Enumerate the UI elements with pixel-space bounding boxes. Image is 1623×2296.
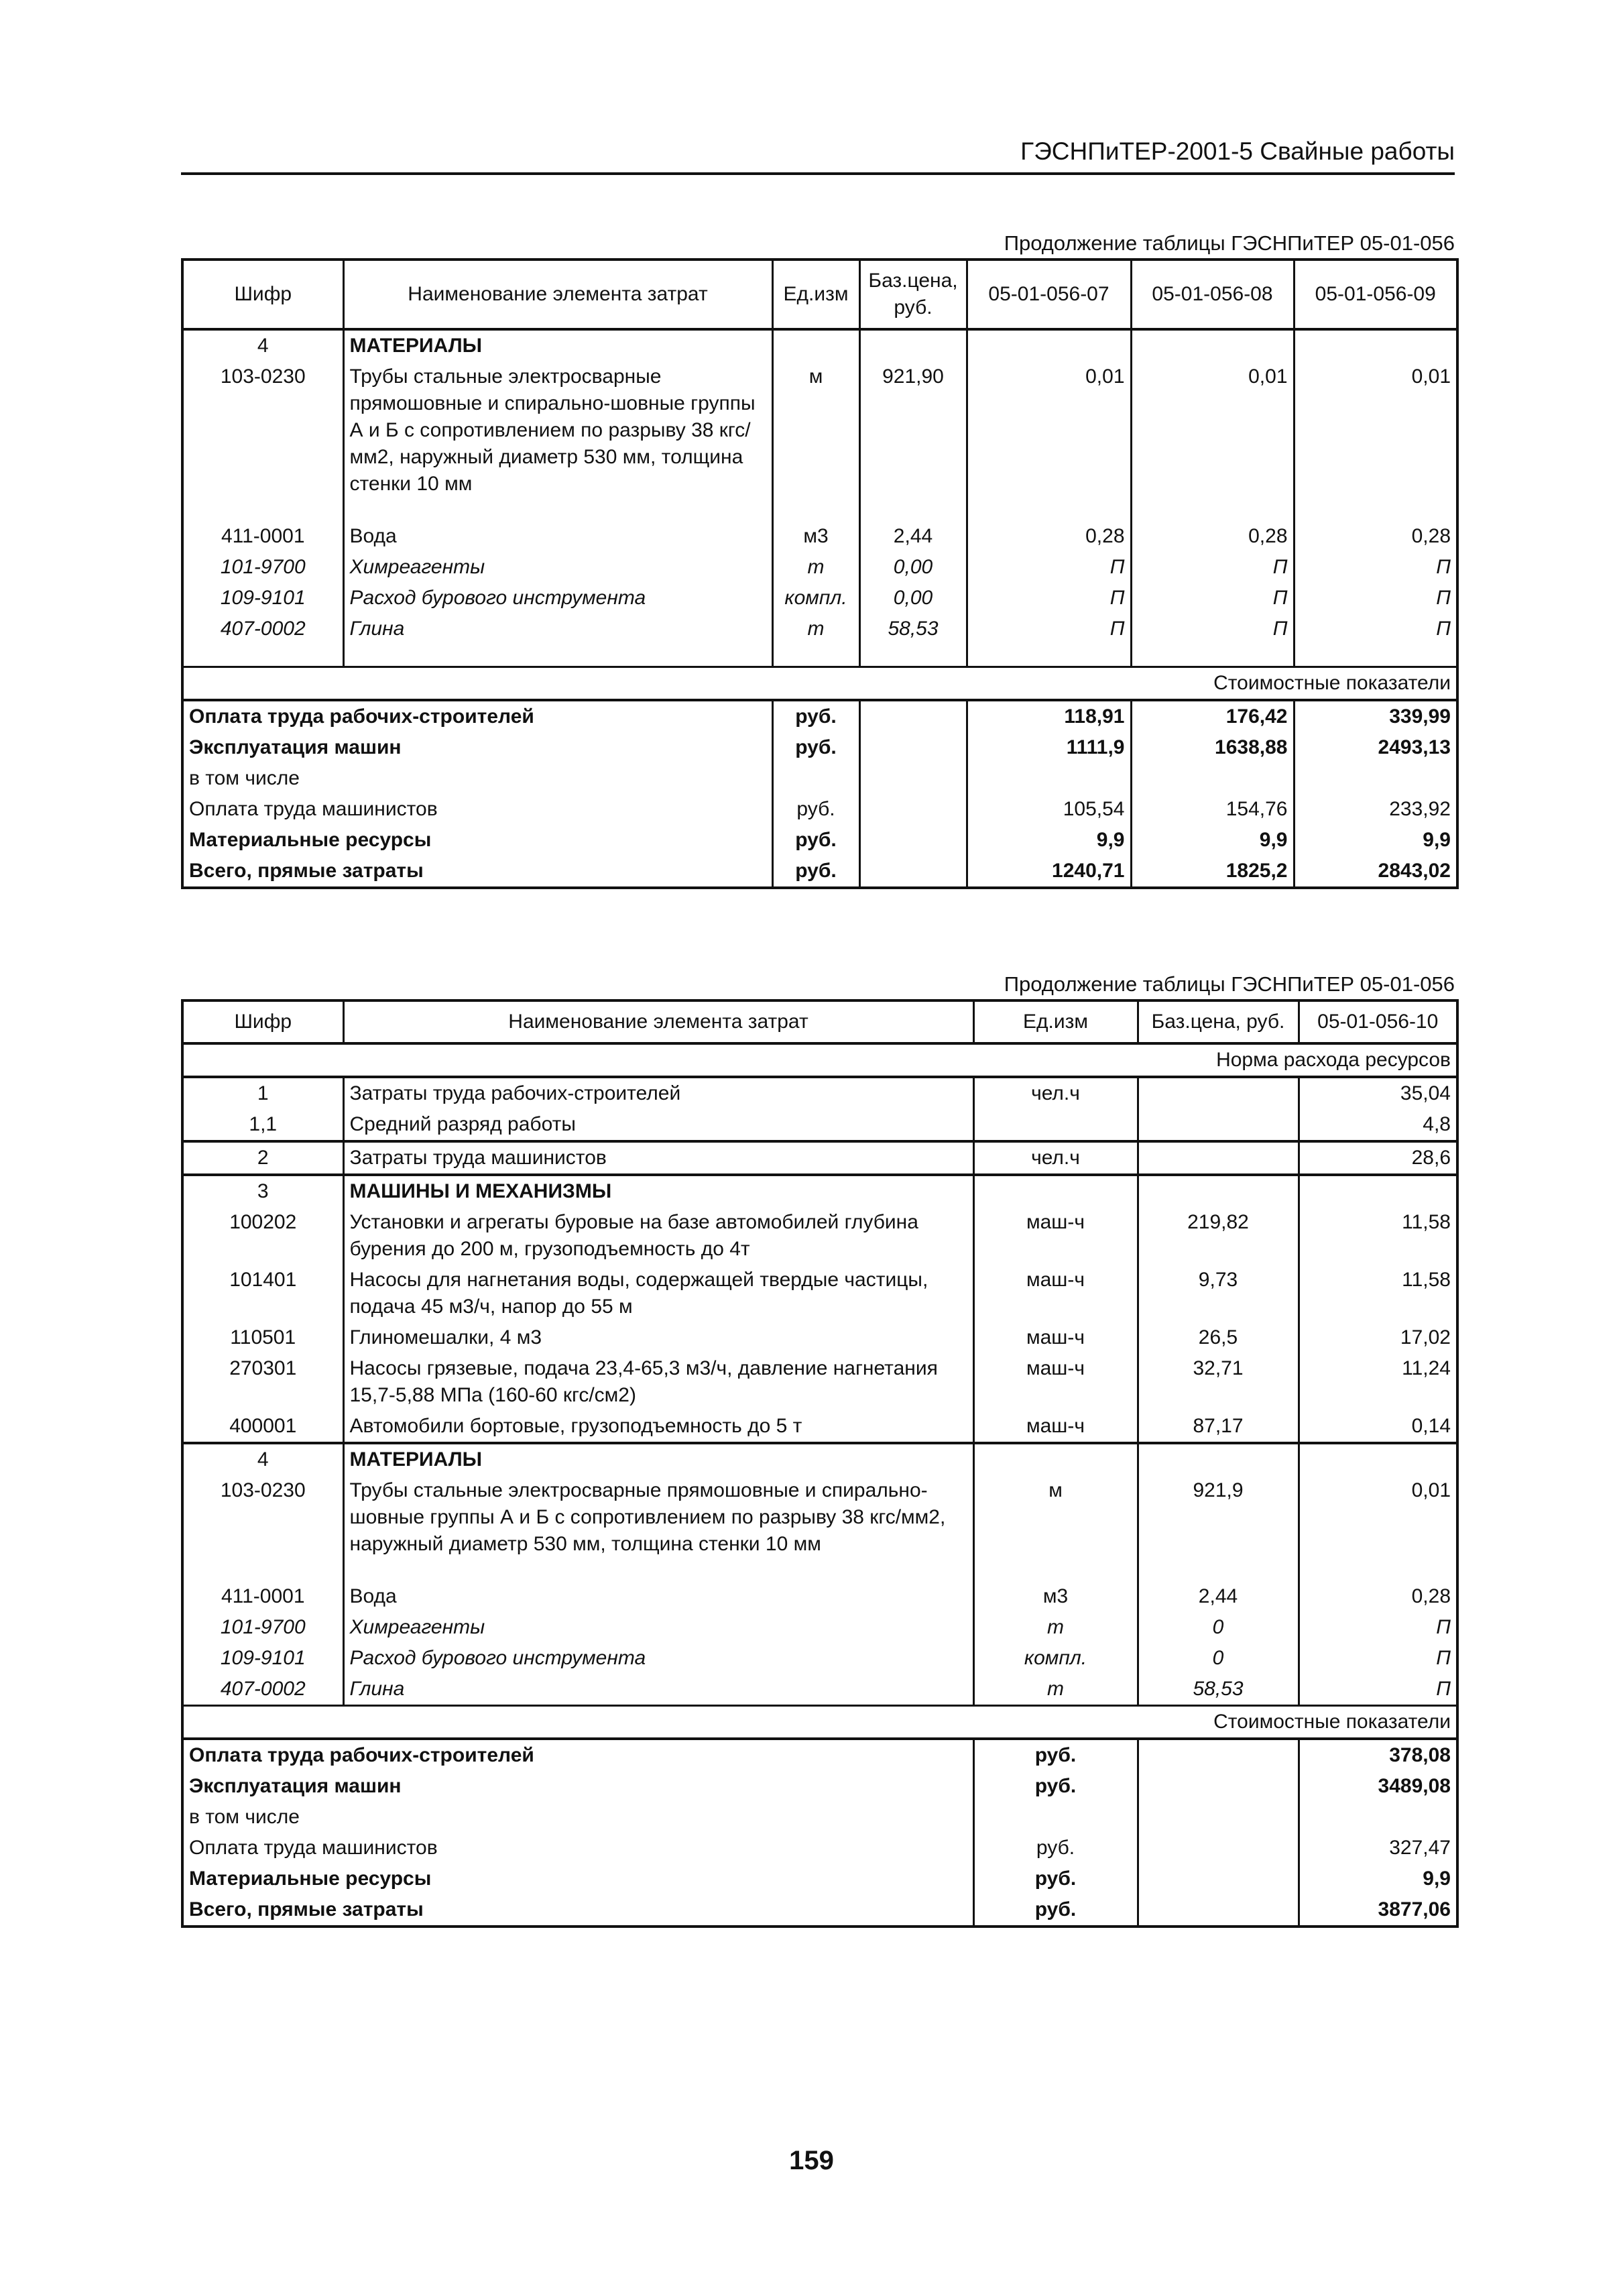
resource-code: 400001 [229, 1415, 297, 1437]
cost-row [182, 856, 1457, 888]
empty-cell [1138, 1175, 1299, 1207]
resource-name: Насосы грязевые, подача 23,4-65,3 м3/ч, давление нагнетания 15,7-5,88 МПа (160-60 кгс/см2) [343, 1353, 973, 1411]
table-row [182, 1077, 1457, 1109]
table-row [182, 1411, 1457, 1443]
resource-name: Глина [343, 614, 772, 644]
cost-price [859, 732, 967, 763]
cost-value-07: 105,54 [967, 794, 1131, 825]
cost-label: Всего, прямые затраты [189, 1898, 424, 1920]
norm-value-10: 11,24 [1299, 1353, 1457, 1411]
table-row [182, 361, 1457, 500]
resource-name: Трубы стальные электросварные прямошовные и спирально-шовные группы А и Б с сопротивлением по разрыву 38 кгс/мм2, наружный диаметр 530 мм, толщина стенки 10 мм [343, 1475, 973, 1560]
col-header-norm-07: 05-01-056-07 [967, 260, 1131, 329]
norm-value-10: 11,58 [1299, 1265, 1457, 1322]
table-row [182, 1475, 1457, 1560]
norm-value-09: 0,28 [1294, 521, 1457, 552]
resource-unit: т [772, 614, 859, 644]
table-row [182, 1109, 1457, 1141]
resource-code: 270301 [229, 1357, 297, 1379]
resource-unit: компл. [772, 583, 859, 614]
cost-label: Оплата труда рабочих-строителей [189, 705, 534, 728]
cost-unit: руб. [772, 825, 859, 856]
spacer-cell [1131, 500, 1294, 521]
col-header-norm-08: 05-01-056-08 [1131, 260, 1294, 329]
resource-name: Установки и агрегаты буровые на базе автомобилей глубина бурения до 200 м, грузоподъемность до 4т [343, 1207, 973, 1265]
cost-band-label: Стоимостные показатели [182, 1706, 1457, 1739]
cost-row [182, 825, 1457, 856]
norm-value-07: П [967, 583, 1131, 614]
empty-cell [1299, 1443, 1457, 1475]
spacer-row [182, 500, 1457, 521]
cost-value-07 [967, 763, 1131, 794]
table-row [182, 583, 1457, 614]
section-row-materials [182, 1443, 1457, 1475]
resource-price: 0 [1138, 1612, 1299, 1643]
cost-value-10: 378,08 [1299, 1739, 1457, 1771]
resource-name: Средний разряд работы [343, 1109, 973, 1141]
resource-code: 101401 [229, 1269, 297, 1291]
cost-unit: руб. [973, 1739, 1138, 1771]
cost-value-08: 1638,88 [1131, 732, 1294, 763]
cost-value-10 [1299, 1802, 1457, 1833]
table1-header-row [182, 260, 1457, 329]
page-header: ГЭСНПиТЕР-2001-5 Свайные работы [181, 137, 1455, 175]
norm-value-09: П [1294, 552, 1457, 583]
col-header-unit: Ед.изм [772, 260, 859, 329]
resource-table-2 [181, 999, 1459, 1928]
spacer-cell [1299, 1560, 1457, 1581]
resource-name: Трубы стальные электросварные прямошовные и спирально-шовные группы А и Б с сопротивлением по разрыву 38 кгс/мм2, наружный диаметр 530 мм, толщина стенки 10 мм [343, 361, 772, 500]
resource-unit [973, 1109, 1138, 1141]
spacer-cell [343, 644, 772, 667]
resource-code: 411-0001 [221, 1585, 305, 1607]
resource-price: 2,44 [859, 521, 967, 552]
resource-unit: компл. [973, 1643, 1138, 1674]
spacer-cell [182, 1560, 343, 1581]
cost-row [182, 1863, 1457, 1894]
resource-name: Затраты труда рабочих-строителей [343, 1077, 973, 1109]
resource-table-1 [181, 258, 1459, 889]
cost-price [1138, 1802, 1299, 1833]
resource-code: 100202 [229, 1211, 297, 1233]
resource-code: 109-9101 [220, 587, 306, 609]
spacer-cell [343, 500, 772, 521]
empty-cell [973, 1175, 1138, 1207]
cost-value-09: 2493,13 [1294, 732, 1457, 763]
resource-unit: т [772, 552, 859, 583]
norm-value-10: П [1299, 1612, 1457, 1643]
cost-row [182, 732, 1457, 763]
norm-value-10: П [1299, 1674, 1457, 1706]
table-row [182, 1265, 1457, 1322]
cost-value-10: 3489,08 [1299, 1771, 1457, 1802]
cost-value-08: 154,76 [1131, 794, 1294, 825]
cost-value-09: 9,9 [1294, 825, 1457, 856]
cost-band-row [182, 667, 1457, 701]
resource-name: Расход бурового инструмента [343, 583, 772, 614]
table-row [182, 521, 1457, 552]
resource-unit: чел.ч [973, 1141, 1138, 1175]
resource-unit: маш-ч [973, 1207, 1138, 1265]
resource-name: Химреагенты [343, 1612, 973, 1643]
resource-unit: маш-ч [973, 1353, 1138, 1411]
resource-unit: м [973, 1475, 1138, 1560]
norm-value-10: 0,28 [1299, 1581, 1457, 1612]
spacer-cell [1138, 1560, 1299, 1581]
norm-value-07: П [967, 614, 1131, 644]
cost-value-09 [1294, 763, 1457, 794]
cost-price [1138, 1863, 1299, 1894]
resource-price [1138, 1141, 1299, 1175]
resource-unit: м [772, 361, 859, 500]
spacer-row [182, 1560, 1457, 1581]
resource-code: 407-0002 [220, 1678, 306, 1700]
cost-label: в том числе [189, 767, 300, 789]
col-header-price: Баз.цена, руб. [1138, 1000, 1299, 1043]
norm-band-row [182, 1043, 1457, 1077]
empty-cell [1299, 1175, 1457, 1207]
cost-unit: руб. [772, 732, 859, 763]
norm-value-09: П [1294, 583, 1457, 614]
cost-value-10: 3877,06 [1299, 1894, 1457, 1927]
cost-price [859, 794, 967, 825]
col-header-code: Шифр [182, 1000, 343, 1043]
table-row [182, 1141, 1457, 1175]
resource-price: 87,17 [1138, 1411, 1299, 1443]
col-header-norm-09: 05-01-056-09 [1294, 260, 1457, 329]
spacer-cell [859, 644, 967, 667]
table-row [182, 552, 1457, 583]
norm-value-08: 0,28 [1131, 521, 1294, 552]
resource-price: 0,00 [859, 552, 967, 583]
spacer-cell [772, 644, 859, 667]
cost-value-08 [1131, 763, 1294, 794]
resource-name: Химреагенты [343, 552, 772, 583]
cost-unit: руб. [772, 856, 859, 888]
col-header-code: Шифр [182, 260, 343, 329]
norm-value-10: 28,6 [1299, 1141, 1457, 1175]
cost-row [182, 1739, 1457, 1771]
resource-price: 58,53 [1138, 1674, 1299, 1706]
section-row-machines [182, 1175, 1457, 1207]
norm-value-07: 0,01 [967, 361, 1131, 500]
resource-code: 103-0230 [220, 365, 306, 388]
spacer-cell [1294, 500, 1457, 521]
spacer-cell [967, 644, 1131, 667]
resource-price: 0 [1138, 1643, 1299, 1674]
resource-code: 109-9101 [220, 1647, 306, 1669]
col-header-name: Наименование элемента затрат [343, 260, 772, 329]
cost-row [182, 1894, 1457, 1927]
cost-unit: руб. [772, 794, 859, 825]
cost-value-09: 233,92 [1294, 794, 1457, 825]
cost-band-row [182, 1706, 1457, 1739]
resource-name: Глиномешалки, 4 м3 [343, 1322, 973, 1353]
table-row [182, 1612, 1457, 1643]
resource-unit: м3 [772, 521, 859, 552]
resource-name: Вода [343, 521, 772, 552]
spacer-cell [973, 1560, 1138, 1581]
cost-label: Оплата труда машинистов [189, 1837, 438, 1859]
cost-label: Всего, прямые затраты [189, 860, 424, 882]
resource-code: 411-0001 [221, 525, 305, 547]
cost-price [1138, 1833, 1299, 1863]
norm-value-07: П [967, 552, 1131, 583]
resource-name: Затраты труда машинистов [343, 1141, 973, 1175]
resource-name: Насосы для нагнетания воды, содержащей твердые частицы, подача 45 м3/ч, напор до 55 м [343, 1265, 973, 1322]
resource-code: 103-0230 [220, 1479, 306, 1501]
section-code: 4 [257, 335, 269, 357]
resource-price: 26,5 [1138, 1322, 1299, 1353]
empty-cell [1138, 1443, 1299, 1475]
cost-label: Эксплуатация машин [189, 736, 402, 758]
cost-price [859, 763, 967, 794]
cost-label: Оплата труда рабочих-строителей [189, 1744, 534, 1766]
cost-value-09: 339,99 [1294, 700, 1457, 732]
resource-price: 58,53 [859, 614, 967, 644]
resource-unit: маш-ч [973, 1265, 1138, 1322]
spacer-cell [772, 500, 859, 521]
cost-value-07: 1111,9 [967, 732, 1131, 763]
resource-price: 32,71 [1138, 1353, 1299, 1411]
resource-code: 2 [182, 1141, 343, 1175]
norm-value-10: П [1299, 1643, 1457, 1674]
cost-label: в том числе [189, 1806, 300, 1828]
norm-value-10: 0,01 [1299, 1475, 1457, 1560]
resource-unit: чел.ч [973, 1077, 1138, 1109]
cost-unit [772, 763, 859, 794]
section-row-materials [182, 329, 1457, 361]
cost-value-10: 9,9 [1299, 1863, 1457, 1894]
resource-code: 407-0002 [220, 618, 306, 640]
norm-value-10: 4,8 [1299, 1109, 1457, 1141]
resource-unit: т [973, 1674, 1138, 1706]
resource-unit: маш-ч [973, 1411, 1138, 1443]
norm-band-label: Норма расхода ресурсов [182, 1043, 1457, 1077]
cost-value-07: 1240,71 [967, 856, 1131, 888]
cost-band-label: Стоимостные показатели [182, 667, 1457, 701]
resource-code: 101-9700 [220, 1616, 306, 1638]
resource-name: Автомобили бортовые, грузоподъемность до 5 т [343, 1411, 973, 1443]
resource-price: 219,82 [1138, 1207, 1299, 1265]
resource-code: 110501 [230, 1326, 296, 1348]
resource-unit: т [973, 1612, 1138, 1643]
spacer-cell [1294, 644, 1457, 667]
cost-unit: руб. [772, 700, 859, 732]
norm-value-10: 35,04 [1299, 1077, 1457, 1109]
cost-unit: руб. [973, 1894, 1138, 1927]
col-header-price: Баз.цена, руб. [859, 260, 967, 329]
section-title: МАТЕРИАЛЫ [343, 329, 772, 361]
resource-name: Вода [343, 1581, 973, 1612]
cost-value-08: 176,42 [1131, 700, 1294, 732]
cost-value-10: 327,47 [1299, 1833, 1457, 1863]
page-number: 159 [789, 2146, 834, 2175]
cost-value-07: 118,91 [967, 700, 1131, 732]
norm-value-08: 0,01 [1131, 361, 1294, 500]
table-row [182, 1207, 1457, 1265]
norm-value-08: П [1131, 552, 1294, 583]
cost-value-09: 2843,02 [1294, 856, 1457, 888]
table-row [182, 1353, 1457, 1411]
table1-caption: Продолжение таблицы ГЭСНПиТЕР 05-01-056 [1004, 231, 1455, 255]
resource-name: Расход бурового инструмента [343, 1643, 973, 1674]
spacer-cell [1131, 644, 1294, 667]
cost-row [182, 1771, 1457, 1802]
col-header-norm-10: 05-01-056-10 [1299, 1000, 1457, 1043]
cost-price [1138, 1771, 1299, 1802]
cost-unit: руб. [973, 1771, 1138, 1802]
section-code: 4 [182, 1443, 343, 1475]
spacer-cell [859, 500, 967, 521]
col-header-unit: Ед.изм [973, 1000, 1138, 1043]
cost-value-08: 9,9 [1131, 825, 1294, 856]
spacer-cell [343, 1560, 973, 1581]
resource-price: 0,00 [859, 583, 967, 614]
cost-value-07: 9,9 [967, 825, 1131, 856]
table2-header-row [182, 1000, 1457, 1043]
resource-price [1138, 1077, 1299, 1109]
norm-value-09: П [1294, 614, 1457, 644]
resource-code: 1 [257, 1082, 269, 1104]
resource-price: 921,90 [859, 361, 967, 500]
resource-code: 1,1 [249, 1113, 278, 1135]
section-title: МАТЕРИАЛЫ [343, 1443, 973, 1475]
norm-value-09: 0,01 [1294, 361, 1457, 500]
cost-price [859, 700, 967, 732]
resource-price [1138, 1109, 1299, 1141]
spacer-cell [182, 500, 343, 521]
spacer-cell [182, 644, 343, 667]
cost-price [859, 825, 967, 856]
cost-row [182, 1802, 1457, 1833]
table2-caption: Продолжение таблицы ГЭСНПиТЕР 05-01-056 [1004, 972, 1455, 996]
spacer-cell [967, 500, 1131, 521]
table-row [182, 1581, 1457, 1612]
resource-price: 9,73 [1138, 1265, 1299, 1322]
resource-name: Глина [343, 1674, 973, 1706]
cost-price [1138, 1739, 1299, 1771]
section-title: МАШИНЫ И МЕХАНИЗМЫ [343, 1175, 973, 1207]
table-row [182, 614, 1457, 644]
cost-label: Материальные ресурсы [189, 1868, 432, 1890]
resource-price: 921,9 [1138, 1475, 1299, 1560]
cost-unit [973, 1802, 1138, 1833]
norm-value-08: П [1131, 583, 1294, 614]
norm-value-08: П [1131, 614, 1294, 644]
cost-unit: руб. [973, 1833, 1138, 1863]
cost-row [182, 700, 1457, 732]
norm-value-10: 0,14 [1299, 1411, 1457, 1443]
resource-unit: м3 [973, 1581, 1138, 1612]
col-header-name: Наименование элемента затрат [343, 1000, 973, 1043]
section-code: 3 [182, 1175, 343, 1207]
cost-price [859, 856, 967, 888]
cost-row [182, 763, 1457, 794]
resource-price: 2,44 [1138, 1581, 1299, 1612]
cost-label: Эксплуатация машин [189, 1775, 402, 1797]
cost-row [182, 794, 1457, 825]
table-row [182, 1322, 1457, 1353]
cost-price [1138, 1894, 1299, 1927]
norm-value-07: 0,28 [967, 521, 1131, 552]
spacer-row [182, 644, 1457, 667]
norm-value-10: 17,02 [1299, 1322, 1457, 1353]
cost-unit: руб. [973, 1863, 1138, 1894]
empty-cell [973, 1443, 1138, 1475]
norm-value-10: 11,58 [1299, 1207, 1457, 1265]
resource-code: 101-9700 [220, 556, 306, 578]
cost-value-08: 1825,2 [1131, 856, 1294, 888]
resource-unit: маш-ч [973, 1322, 1138, 1353]
table-row [182, 1674, 1457, 1706]
table-row [182, 1643, 1457, 1674]
cost-label: Оплата труда машинистов [189, 798, 438, 820]
cost-row [182, 1833, 1457, 1863]
cost-label: Материальные ресурсы [189, 829, 432, 851]
